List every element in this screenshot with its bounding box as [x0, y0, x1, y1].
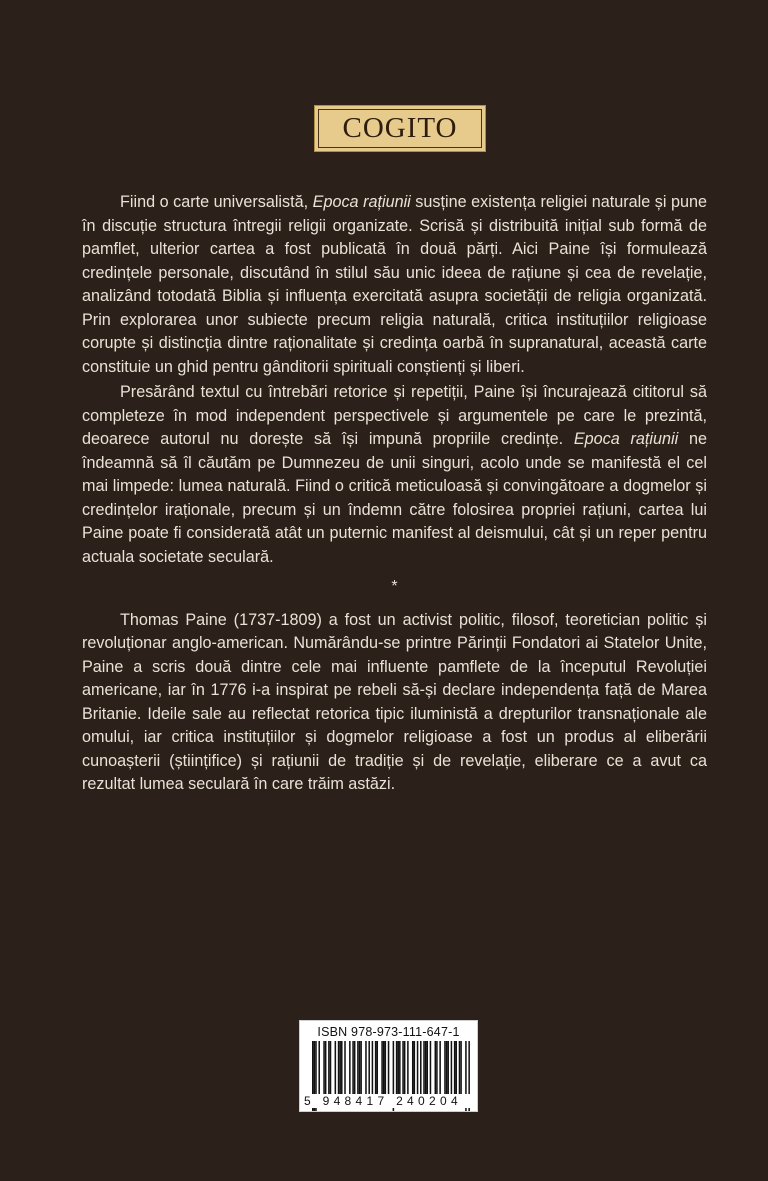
- barcode-bar: [385, 1041, 387, 1097]
- author-bio: Thomas Paine (1737-1809) a fost un activist politic, filosof, teoretician politic și revoluționar anglo-american. Numărându-se printre Părinții Fondatori ai Statelor Unite, Paine a scris două dintre cele mai influente pamflete de la începutul Revoluției americane, iar în 1776 i-a inspirat pe rebeli să-și declare independența față de Marea Britanie. Ideile sale au reflectat retorica tipic iluministă a drepturilor transnaționale ale omului, iar critica instituțiilor și dogmelor religioase a fost un produs al eliberării cunoașterii (științifice) și rațiunii de tradiție și de revelație, eliberare ce a avut ca rezultat lumea seculară în care trăim astăzi.: [82, 610, 707, 793]
- barcode-bar: [388, 1041, 390, 1097]
- barcode-bar: [451, 1041, 453, 1097]
- barcode-bar: [439, 1041, 441, 1097]
- paragraph-2-lead: Presărând textul cu întrebări retorice și repetiții, Paine își încurajează cititorul să completeze în mod independent perspectivele și argumentele pe care le prezintă, deoarece autorul nu dorește să își impună propriile credințe.: [82, 383, 707, 448]
- isbn-label: ISBN 978-973-111-647-1: [317, 1025, 460, 1039]
- barcode-bar: [426, 1041, 428, 1097]
- ean-digits: 5 948417 240204: [303, 1094, 476, 1108]
- barcode-bar: [357, 1041, 359, 1097]
- paragraph-1: [82, 191, 707, 379]
- barcode-bar: [375, 1041, 377, 1097]
- barcode-bar: [402, 1041, 404, 1097]
- paragraph-1-lead: Fiind o carte universalistă,: [120, 193, 313, 211]
- barcode-bar: [335, 1041, 337, 1097]
- barcode-bar: [359, 1041, 361, 1097]
- barcode-bar: [460, 1041, 462, 1097]
- barcode-bar: [323, 1041, 325, 1097]
- barcode-bar: [397, 1041, 399, 1097]
- barcode-bar: [381, 1041, 383, 1097]
- barcode-bar: [435, 1041, 437, 1097]
- paragraph-2-rest: ne îndeamnă să îl căutăm pe Dumnezeu de unii singuri, acolo unde se manifestă el cel mai limpede: lumea naturală. Fiind o critică meticuloasă și convingătoare a dogmelor și credințelor iraționale, precum și un îndemn către folosirea propriei rațiuni, cartea lui Paine poate fi considerată atât un puternic manifest al deismului, cât și un reper pentru actuala societate seculară.: [82, 430, 707, 566]
- barcode-bar: [344, 1041, 346, 1097]
- book-title-italic: Epoca rațiunii: [312, 193, 411, 211]
- barcode-bar: [318, 1041, 320, 1097]
- barcode-bar: [423, 1041, 425, 1097]
- barcode-bar: [325, 1041, 327, 1097]
- barcode-bar: [446, 1041, 448, 1097]
- paragraph-1-rest: susține existența religiei naturale și pune în discuție structura întregii religii organizate. Scrisă și distribuită inițial sub formă de pamflet, ulterior cartea a fost publicată în două părți. Aici Paine își formulează credințele personale, discutând în stilul său unic ideea de rațiune și cea de revelație, analizând totodată Biblia și influența exercitată asupra societății de religia organizată. Prin explorarea unor subiecte precum religia naturală, critica instituțiilor religioase corupte și distincția dintre raționalitate și credința oarbă în supranatural, această carte constituie un ghid pentru gânditorii spirituali conștienți și liberi.: [82, 193, 707, 376]
- barcode-bar: [352, 1041, 354, 1097]
- barcode-bar: [455, 1041, 457, 1097]
- publisher-logo: [314, 105, 486, 152]
- paragraph-2: [82, 381, 707, 569]
- barcode-bar: [420, 1041, 422, 1097]
- barcode-bar: [454, 1041, 456, 1097]
- barcode-bar: [414, 1041, 416, 1097]
- barcode-bar: [354, 1041, 356, 1097]
- barcode-bar: [328, 1041, 330, 1097]
- barcode-bar: [407, 1041, 409, 1097]
- barcode-bar: [383, 1041, 385, 1097]
- barcode-bar: [444, 1041, 446, 1097]
- barcode-bar: [447, 1041, 449, 1097]
- barcode-bar: [396, 1041, 398, 1097]
- barcode-bar: [430, 1041, 432, 1097]
- barcode-bar: [399, 1041, 401, 1097]
- section-separator: *: [391, 578, 398, 595]
- barcode-bar: [339, 1041, 341, 1097]
- barcode-bar: [436, 1041, 438, 1097]
- barcode-bar: [412, 1041, 414, 1097]
- barcode-bar: [330, 1041, 332, 1097]
- barcode-bar: [349, 1041, 351, 1097]
- barcode-bar: [425, 1041, 427, 1097]
- barcode-bar: [417, 1041, 419, 1097]
- barcode-bar: [360, 1041, 362, 1097]
- barcode-bar: [459, 1041, 461, 1097]
- barcode-bar: [368, 1041, 370, 1097]
- barcode-bar: [404, 1041, 406, 1097]
- book-title-italic: Epoca rațiunii: [573, 430, 679, 448]
- publisher-logo-text: COGITO: [318, 109, 482, 148]
- barcode-bar: [341, 1041, 343, 1097]
- back-cover-text: [82, 191, 707, 797]
- barcode-bar: [365, 1041, 367, 1097]
- barcode: [299, 1020, 478, 1112]
- barcode-bar: [372, 1041, 374, 1097]
- barcode-bar: [376, 1041, 378, 1097]
- barcode-bar: [338, 1041, 340, 1097]
